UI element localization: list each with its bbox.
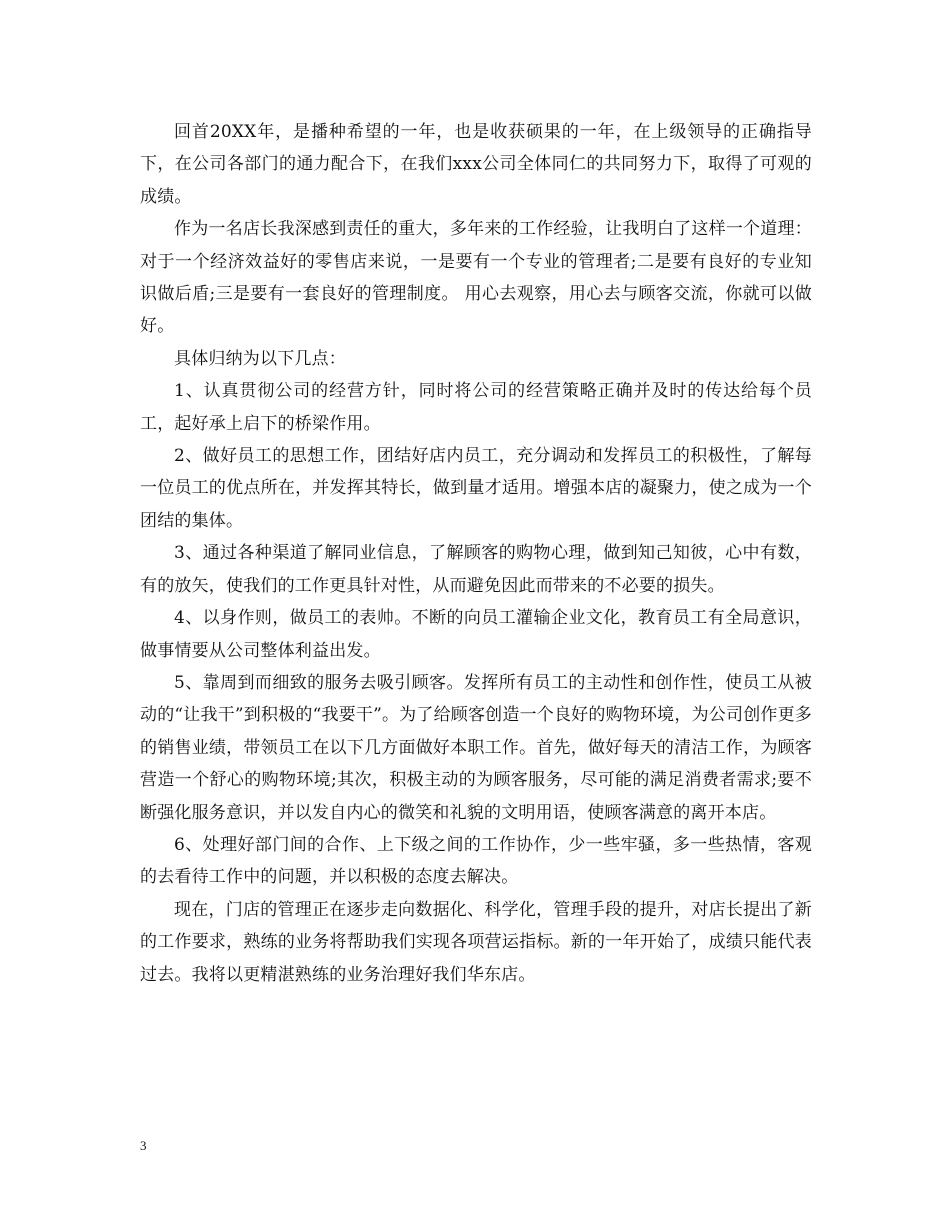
paragraph-conclusion: 现在，门店的管理正在逐步走向数据化、科学化，管理手段的提升，对店长提出了新的工作要求，熟练的业务将帮助我们实现各项营运指标。新的一年开始了，成绩只能代表过去。我将以更精湛熟练的业务治理好我们华东店。 [140,899,812,985]
paragraph-manager-responsibility: 作为一名店长我深感到责任的重大，多年来的工作经验，让我明白了这样一个道理：对于一个经济效益好的零售店来说，一是要有一个专业的管理者;二是要有良好的专业知识做后盾;三是要有一套良好的管理制度。 用心去观察，用心去与顾客交流，你就可以做好。 [140,219,812,337]
paragraph-point-6: 6、处理好部门间的合作、上下级之间的工作协作，少一些牢骚，多一些热情，客观的去看待工作中的问题，并以积极的态度去解决。 [140,834,812,888]
page-number: 3 [140,1138,147,1153]
paragraph-intro: 回首20XX年，是播种希望的一年，也是收获硕果的一年，在上级领导的正确指导下，在公司各部门的通力配合下，在我们xxx公司全体同仁的共同努力下，取得了可观的成绩。 [140,122,812,207]
paragraph-point-1: 1、认真贯彻公司的经营方针，同时将公司的经营策略正确并及时的传达给每个员工，起好承上启下的桥梁作用。 [140,381,812,434]
paragraph-point-2: 2、做好员工的思想工作，团结好店内员工，充分调动和发挥员工的积极性，了解每一位员工的优点所在，并发挥其特长，做到量才适用。增强本店的凝聚力，使之成为一个团结的集体。 [140,446,812,531]
paragraph-point-5: 5、靠周到而细致的服务去吸引顾客。发挥所有员工的主动性和创作性，使员工从被动的“让我干”到积极的“我要干”。为了给顾客创造一个良好的购物环境，为公司创作更多的销售业绩，带领员工在以下几方面做好本职工作。首先，做好每天的清洁工作，为顾客营造一个舒心的购物环境;其次，积极主动的为顾客服务，尽可能的满足消费者需求;要不断强化服务意识，并以发自内心的微笑和礼貌的文明用语，使顾客满意的离开本店。 [140,672,812,823]
document-body [140,116,812,991]
paragraph-summary-heading: 具体归纳为以下几点： [174,348,346,369]
paragraph-point-3: 3、通过各种渠道了解同业信息，了解顾客的购物心理，做到知己知彼，心中有数，有的放矢，使我们的工作更具针对性，从而避免因此而带来的不必要的损失。 [140,543,812,596]
paragraph-point-4: 4、以身作则，做员工的表帅。不断的向员工灌输企业文化，教育员工有全局意识，做事情要从公司整体利益出发。 [140,608,812,661]
